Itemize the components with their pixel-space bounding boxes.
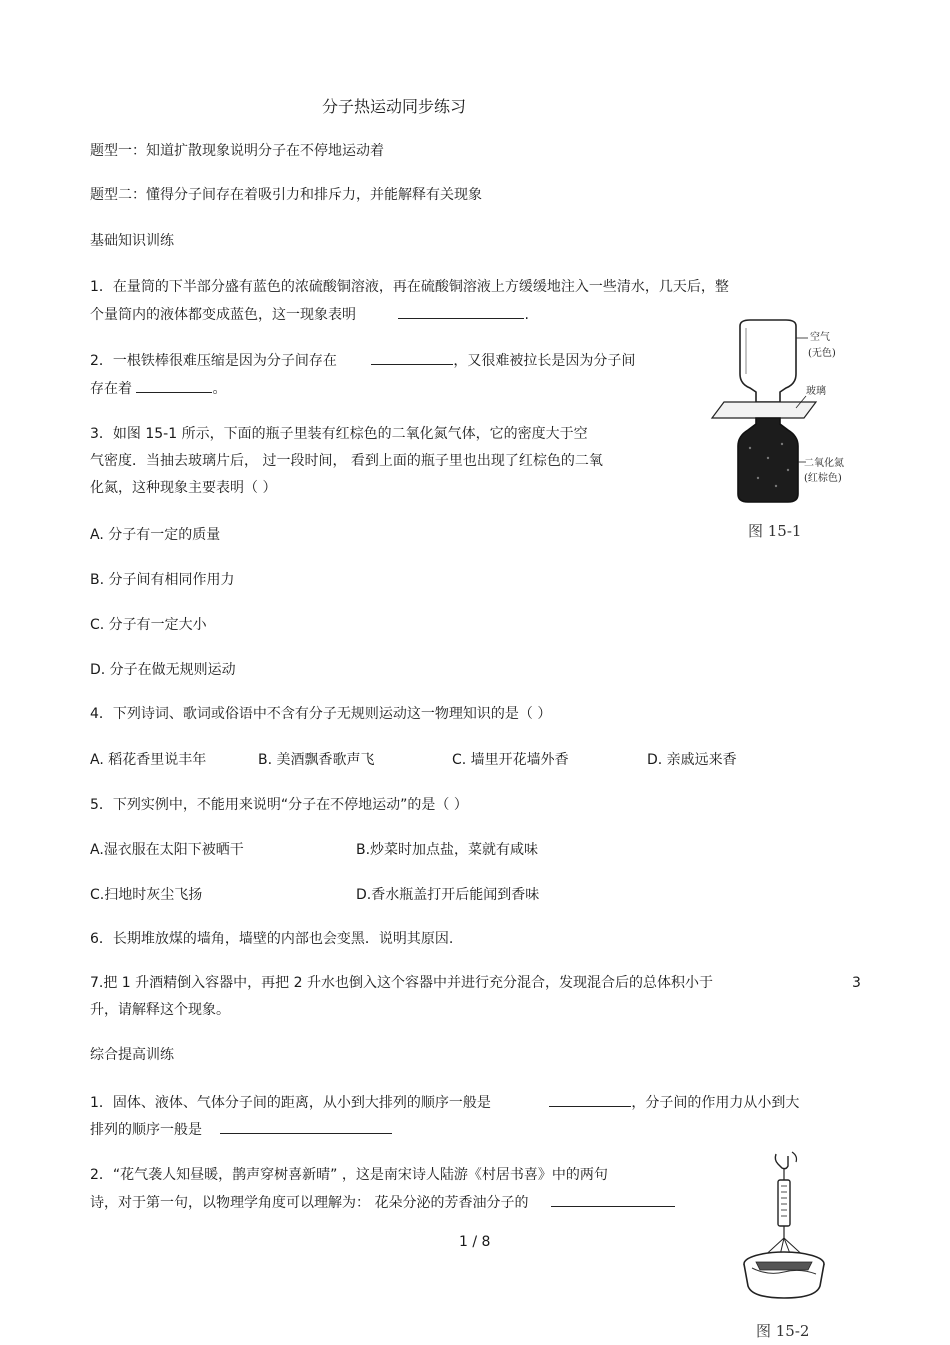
q2-line-1 [90,350,635,371]
q7-line-2: 升，请解释这个现象。 [90,1002,230,1018]
air-label: 空气 [810,332,830,343]
q2-line-2 [90,378,226,399]
page-number: 1 / 8 [459,1234,491,1250]
q5-stem: 5．下列实例中，不能用来说明“分子在不停地运动”的是（ ） [90,797,468,813]
figure-1-caption: 图 15-1 [748,522,802,540]
q5-option-d: D.香水瓶盖打开后能闻到香味 [356,887,540,903]
figure-2-caption: 图 15-2 [756,1322,810,1340]
q1-answer-blank [398,304,524,319]
a1-line-1 [90,1092,799,1113]
q4-option-a: A. 稻花香里说丰年 [90,752,207,768]
q2-text-d: 。 [212,381,227,397]
q4-option-c: C. 墙里开花墙外香 [452,752,569,768]
q4-option-d: D. 亲戚远来香 [647,752,737,768]
q2-text-c: 存在着 [90,381,132,397]
no2-label: 二氧化氮 [804,458,844,469]
question-type-2: 题型二：懂得分子间存在着吸引力和排斥力，并能解释有关现象 [90,187,482,203]
a1-text-a: 1．固体、液体、气体分子间的距离，从小到大排列的顺序一般是 [90,1095,491,1111]
q2-answer-blank-2 [136,378,212,393]
q2-text-b: ，又很难被拉长是因为分子间 [453,353,636,369]
q5-option-a: A.湿衣服在太阳下被晒干 [90,842,244,858]
q1-line-1: 1．在量筒的下半部分盛有蓝色的浓硫酸铜溶液，再在硫酸铜溶液上方缓缓地注入一些清水，几天后，整 [90,279,729,295]
q4-option-b: B. 美酒飘香歌声飞 [258,752,375,768]
q3-line-3: 化氮，这种现象主要表明（ ） [90,480,277,496]
q2-text-a: 2．一根铁棒很难压缩是因为分子间存在 [90,353,337,369]
section-heading-advanced: 综合提高训练 [90,1047,174,1063]
q2-answer-blank-1 [371,350,453,365]
q1-line-2 [90,304,529,325]
a2-answer-blank [551,1192,675,1207]
a1-text-b: ，分子间的作用力从小到大 [631,1095,800,1111]
air-sub-label: (无色) [808,348,836,359]
section-heading-basic: 基础知识训练 [90,233,174,249]
a1-line-2 [90,1119,392,1140]
q6: 6．长期堆放煤的墙角，墙壁的内部也会变黑．说明其原因. [90,931,454,947]
a1-answer-blank-2 [220,1119,392,1134]
q1-text: 个量筒内的液体都变成蓝色，这一现象表明 [90,307,356,323]
q7-line-1-end: 3 [852,975,861,991]
glass-label: 玻璃 [806,386,826,397]
q4-stem: 4．下列诗词、歌词或俗语中不含有分子无规则运动这一物理知识的是（ ） [90,706,552,722]
q5-option-c: C.扫地时灰尘飞扬 [90,887,203,903]
page-title: 分子热运动同步练习 [322,97,467,116]
a2-line-1: 2．“花气袭人知昼暖，鹊声穿树喜新晴” ，这是南宋诗人陆游《村居书喜》中的两句 [90,1167,608,1183]
q3-option-b: B. 分子间有相同作用力 [90,572,235,588]
q3-line-1: 3．如图 15-1 所示，下面的瓶子里装有红棕色的二氧化氮气体，它的密度大于空 [90,426,588,442]
question-type-1: 题型一：知道扩散现象说明分子在不停地运动着 [90,143,384,159]
a2-text: 诗，对于第一句，以物理学角度可以理解为： 花朵分泌的芳香油分子的 [90,1195,529,1211]
a2-line-2 [90,1192,675,1213]
q3-option-c: C. 分子有一定大小 [90,617,207,633]
a1-text-c: 排列的顺序一般是 [90,1122,202,1138]
q5-option-b: B.炒菜时加点盐，菜就有咸味 [356,842,539,858]
q3-line-2: 气密度．当抽去玻璃片后， 过一段时间， 看到上面的瓶子里也出现了红棕色的二氧 [90,453,603,469]
diffusion-bottles-figure [710,318,860,518]
q1-end: . [524,307,529,323]
q3-option-a: A. 分子有一定的质量 [90,527,221,543]
q7-line-1: 7.把 1 升酒精倒入容器中，再把 2 升水也倒入这个容器中并进行充分混合，发现混合后的总体积小于 [90,975,713,991]
spring-scale-figure [738,1150,838,1310]
no2-sub-label: (红棕色) [804,473,842,484]
a1-answer-blank-1 [549,1092,631,1107]
q3-option-d: D. 分子在做无规则运动 [90,662,236,678]
